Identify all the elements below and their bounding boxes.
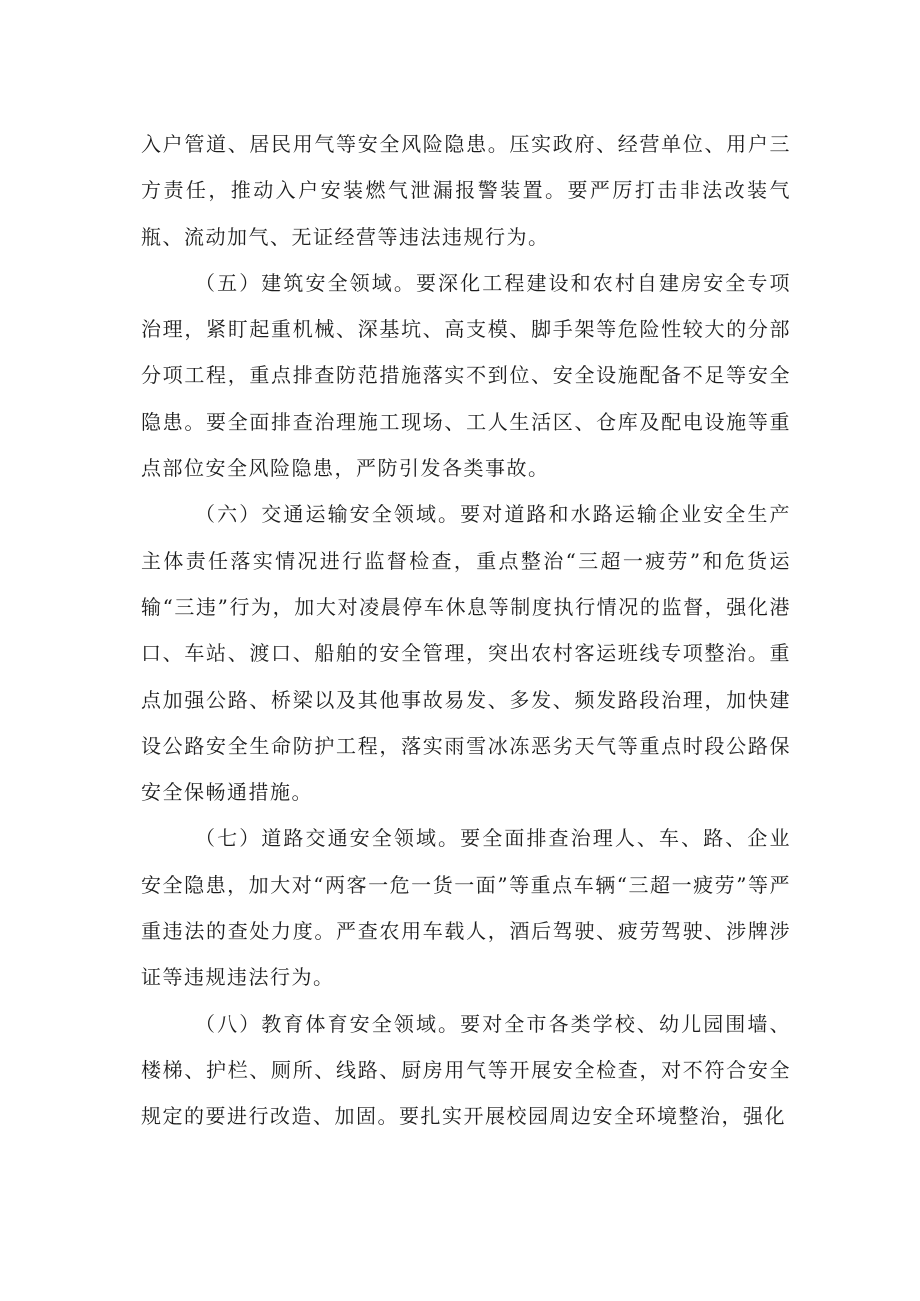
body-text <box>141 121 791 1140</box>
paragraph-gas-safety-continued: 入户管道、居民用气等安全风险隐患。压实政府、经营单位、用户三方责任，推动入户安装燃气泄漏报警装置。要严厉打击非法改装气瓶、流动加气、无证经营等违法违规行为。 <box>141 132 791 249</box>
paragraph-education-sports-safety: （八）教育体育安全领域。要对全市各类学校、幼儿园围墙、楼梯、护栏、厕所、线路、厨房用气等开展安全检查，对不符合安全规定的要进行改造、加固。要扎实开展校园周边安全环境整治，强化 <box>141 1011 791 1129</box>
paragraph-construction-safety: （五）建筑安全领域。要深化工程建设和农村自建房安全专项治理，紧盯起重机械、深基坑、高支模、脚手架等危险性较大的分部分项工程，重点排查防范措施落实不到位、安全设施配备不足等安全隐患。要全面排查治理施工现场、工人生活区、仓库及配电设施等重点部位安全风险隐患，严防引发各类事故。 <box>141 270 791 481</box>
paragraph-road-traffic-safety: （七）道路交通安全领域。要全面排查治理人、车、路、企业安全隐患，加大对“两客一危一货一面”等重点车辆“三超一疲劳”等严重违法的查处力度。严查农用车载人，酒后驾驶、疲劳驾驶、涉牌涉证等违规违法行为。 <box>141 826 791 990</box>
paragraph-transport-safety: （六）交通运输安全领域。要对道路和水路运输企业安全生产主体责任落实情况进行监督检查，重点整治“三超一疲劳”和危货运输“三违”行为，加大对凌晨停车休息等制度执行情况的监督，强化港口、车站、渡口、船舶的安全管理，突出农村客运班线专项整治。重点加强公路、桥梁以及其他事故易发、多发、频发路段治理，加快建设公路安全生命防护工程，落实雨雪冰冻恶劣天气等重点时段公路保安全保畅通措施。 <box>141 502 791 805</box>
